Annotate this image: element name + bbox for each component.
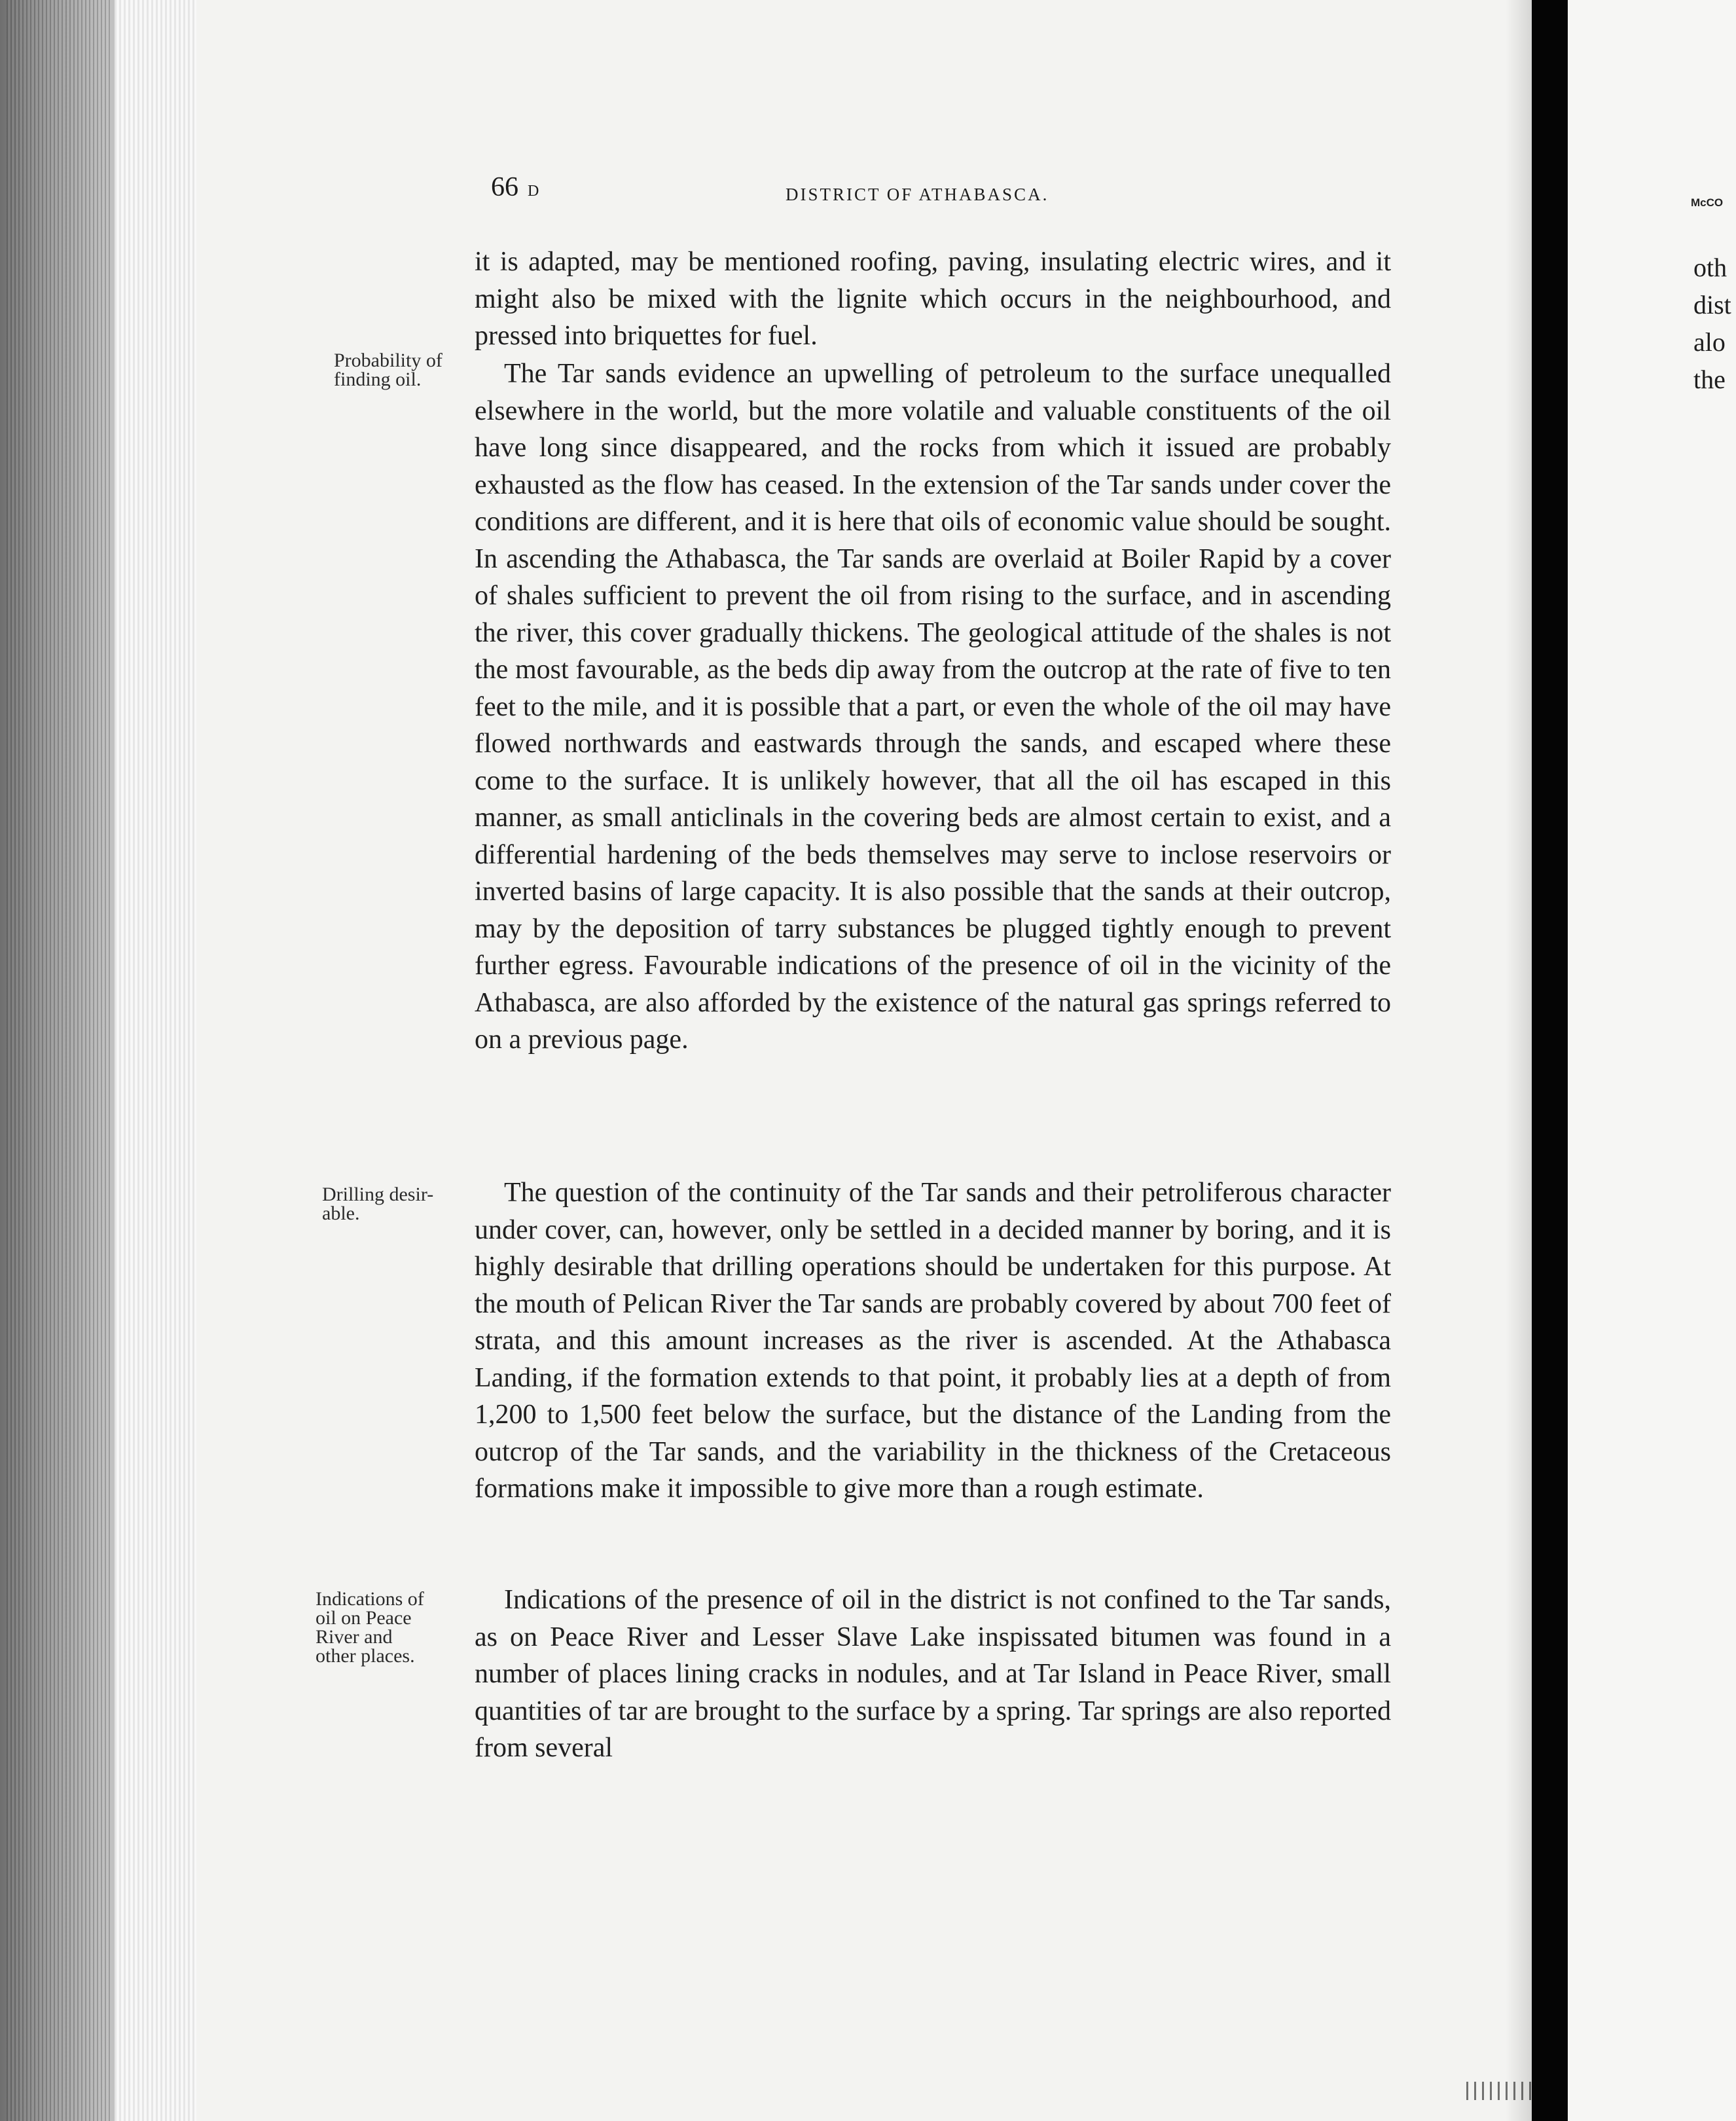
sidenote-line: able. [322, 1203, 360, 1224]
facing-page [1568, 0, 1736, 2121]
sidenote-line: River and [316, 1626, 393, 1648]
facing-page-line: oth [1693, 253, 1727, 282]
sidenote-indications [316, 1589, 479, 1665]
sidenote-line: Drilling desir- [322, 1184, 434, 1205]
facing-page-header: McCO [1691, 196, 1724, 209]
body-paragraph [475, 244, 1391, 355]
scan-edge-marks [1466, 2082, 1532, 2100]
page-number-suffix: D [528, 183, 540, 200]
paragraph-text: The question of the continuity of the Tar sands and their petroliferous character under cover, can, however, only be settled in a decided manner by boring, and it is highly desirable that drilling operations should be undertaken for this purpose. At the mouth of Pelican River the Tar sands are probably covered by about 700 feet of strata, and this amount increases as the river is ascended. At the Athabasca Landing, if the formation extends to that point, it probably lies at a depth of from 1,200 to 1,500 feet below the surface, but the distance of the Landing from the outcrop of the Tar sands, and the variability in the thickness of the Cretaceous formations make it impossible to give more than a rough estimate. [475, 1178, 1391, 1504]
paragraph-text: The Tar sands evidence an upwelling of petroleum to the surface unequalled elsewhere in the world, but the more volatile and valuable constituents of the oil have long since disappeared, and the rocks from which it issued are probably exhausted as the flow has ceased. In the extension of the Tar sands under cover the conditions are different, and it is here that oils of economic value should be sought. In ascending the Athabasca, the Tar sands are overlaid at Boiler Rapid by a cover of shales sufficient to prevent the oil from rising to the surface, and in ascending the river, this cover gradually thickens. The geological attitude of the shales is not the most favourable, as the beds dip away from the outcrop at the rate of five to ten feet to the mile, and it is possible that a part, or even the whole of the oil may have flowed northwards and eastwards through the sands, and escaped where these come to the surface. It is unlikely however, that all the oil has escaped in this manner, as small anticlinals in the covering beds are almost certain to exist, and a differential hardening of the beds themselves may serve to inclose reservoirs or inverted basins of large capacity. It is also possible that the sands at their outcrop, may by the deposition of tarry substances be plugged tightly enough to prevent further egress. Favourable indications of the presence of oil in the vicinity of the Athabasca, are also afforded by the existence of the natural gas springs referred to on a previous page. [475, 359, 1391, 1055]
running-header-title: DISTRICT OF ATHABASCA. [786, 185, 1049, 204]
fold-shadow [1506, 0, 1532, 2121]
sidenote-line: Probability of [334, 350, 443, 371]
facing-page-text [1693, 249, 1731, 398]
paragraph-text: Indications of the presence of oil in the district is not confined to the Tar sands, as on Peace River and Lesser Slave Lake inspissated bitumen was found in a number of places lining cracks in nodules, and at Tar Island in Peace River, small quantities of tar are brought to the surface by a spring. Tar springs are also reported from several [475, 1585, 1391, 1763]
sidenote-line: other places. [316, 1645, 415, 1667]
body-paragraph [475, 1174, 1391, 1508]
page-number-value: 66 [491, 172, 518, 202]
sidenote-line: Indications of [316, 1588, 424, 1610]
page-number [491, 172, 539, 203]
facing-page-line: alo [1693, 327, 1726, 357]
sidenote-probability [334, 351, 484, 389]
paragraph-text: it is adapted, may be mentioned roofing, paving, insulating electric wires, and it might also be mixed with the lignite which occurs in the neighbourhood, and pressed into briquettes for fuel. [475, 247, 1391, 351]
body-paragraph [475, 1582, 1391, 1767]
sidenote-drilling [322, 1185, 479, 1223]
book-spine [1532, 0, 1568, 2121]
body-paragraph [475, 355, 1391, 1059]
sidenote-line: oil on Peace [316, 1607, 412, 1629]
facing-page-line: the [1693, 365, 1726, 394]
sidenote-line: finding oil. [334, 369, 422, 390]
facing-page-line: dist [1693, 290, 1731, 319]
page-edges [115, 0, 196, 2121]
